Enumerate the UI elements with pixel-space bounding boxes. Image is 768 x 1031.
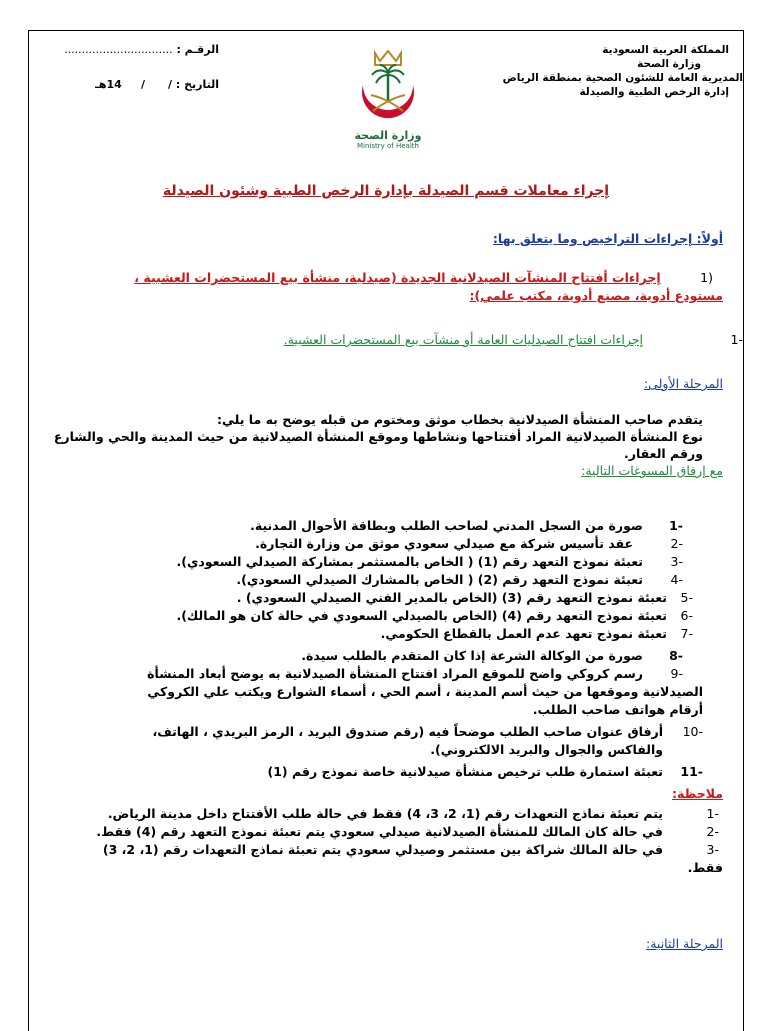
list-item-number: -2 bbox=[670, 536, 683, 551]
ref-label: الرقـم : bbox=[176, 43, 219, 56]
list-item-number: -1 bbox=[706, 806, 719, 821]
logo-english-text: Ministry of Health bbox=[357, 142, 419, 150]
list-item-text: صورة من السجل المدني لصاحب الطلب وبطاقة الأحوال المدنية. bbox=[250, 518, 643, 533]
list-item-continuation: فقط. bbox=[687, 860, 723, 875]
stage-1-heading: المرحلة الأولى: bbox=[643, 376, 723, 391]
intro-line: ورقم العقار. bbox=[624, 446, 703, 461]
list-item-number: -10 bbox=[682, 724, 703, 739]
list-item bbox=[45, 823, 719, 840]
title-text: إجراء معاملات قسم الصيدلة بإدارة الرخص الطبية وشئون الصيدلة bbox=[162, 183, 610, 199]
item-1-text-1: إجراءات أفتتاح المنشآت الصيدلانية الجديدة (صيدلية، منشأة بيع المستحضرات العشبية ، bbox=[134, 270, 661, 285]
header-line: المملكة العربية السعودية bbox=[602, 44, 729, 56]
list-item-text: في حالة المالك شراكة بين مستثمر وصيدلي سعودي يتم تعبئة نماذج التعهدات رقم (1، 2، 3) bbox=[102, 842, 663, 857]
list-item bbox=[45, 665, 683, 682]
ministry-header bbox=[502, 43, 743, 99]
list-item-number: -11 bbox=[680, 764, 703, 779]
list-item-text: في حالة كان المالك للمنشأة الصيدلانية صيدلي سعودي يتم تعبئة نموذج التعهد رقم (4) فقط. bbox=[96, 824, 663, 839]
document-page bbox=[28, 30, 744, 1031]
list-item-number: -9 bbox=[670, 666, 683, 681]
list-item-text: عقد تأسيس شركة مع صيدلي سعودي موثق من وزارة التجارة. bbox=[255, 536, 633, 551]
list-item bbox=[45, 625, 693, 642]
list-item-number: -2 bbox=[706, 824, 719, 839]
date-field bbox=[49, 78, 219, 91]
item-1-number: (1 bbox=[700, 270, 713, 285]
list-item-text: صورة من الوكالة الشرعة إذا كان المتقدم بالطلب سيدة. bbox=[301, 648, 643, 663]
list-item bbox=[45, 647, 683, 664]
list-item-number: -3 bbox=[670, 554, 683, 569]
list-item-text: تعبئة نموذج التعهد رقم (2) ( الخاص بالمشارك الصيدلي السعودي). bbox=[236, 572, 643, 587]
item-1-line-1 bbox=[45, 269, 713, 286]
date-value: / / 14هـ bbox=[95, 78, 173, 91]
list-item-text: رسم كروكي واضح للموقع المراد افتتاح المنشأة الصيدلانية به يوضح أبعاد المنشأة bbox=[147, 666, 643, 681]
reference-number bbox=[49, 43, 219, 56]
list-item-text: تعبئة استمارة طلب ترخيص منشأة صيدلانية خاصة نموذج رقم (1) bbox=[267, 764, 663, 779]
section-heading-licensing: أولاً: إجراءات التراخيص وما يتعلق بها: bbox=[492, 231, 723, 246]
sub-item-number: -1 bbox=[730, 332, 743, 347]
note-heading: ملاحظة: bbox=[672, 786, 723, 801]
list-item bbox=[45, 607, 693, 624]
list-item-number: -5 bbox=[680, 590, 693, 605]
intro-line: يتقدم صاحب المنشأة الصيدلانية بخطاب موثق ومختوم من قبله يوضح به ما يلي: bbox=[217, 412, 703, 427]
list-item-number: -1 bbox=[669, 518, 683, 533]
list-item bbox=[45, 553, 683, 570]
ref-dots: ............................... bbox=[64, 43, 173, 56]
list-item-number: -6 bbox=[680, 608, 693, 623]
list-item-continuation: الصيدلانية وموقعها من حيث أسم المدينة ، أسم الحي ، أسماء الشوارع ويكتب علي الكروكي bbox=[147, 684, 703, 699]
list-item-text: تعبئة نموذج التعهد رقم (1) ( الخاص بالمستثمر بمشاركة الصيدلي السعودي). bbox=[176, 554, 643, 569]
list-item bbox=[45, 535, 683, 552]
list-item-number: -7 bbox=[680, 626, 693, 641]
list-item-continuation: أرقام هواتف صاحب الطلب. bbox=[532, 702, 703, 717]
list-item bbox=[45, 841, 719, 858]
stage-2-heading: المرحلة الثانية: bbox=[646, 936, 723, 951]
header-line: وزارة الصحة bbox=[637, 58, 701, 70]
sub-item-1 bbox=[45, 331, 743, 348]
date-label: التاريخ : bbox=[175, 78, 219, 91]
item-1-line-2: مستودع أدوية، مصنع أدوية، مكتب علمي): bbox=[469, 288, 723, 303]
document-title bbox=[29, 183, 743, 199]
list-item-text: تعبئة نموذج التعهد رقم (3) (الخاص بالمدير الفني الصيدلي السعودي) . bbox=[236, 590, 667, 605]
attachments-heading: مع إرفاق المسوغات التالية: bbox=[581, 463, 723, 478]
list-item-text: أرفاق عنوان صاحب الطلب موضحاً فيه (رقم صندوق البريد ، الرمز البريدي ، الهاتف، bbox=[152, 724, 663, 739]
list-item bbox=[45, 589, 693, 606]
list-item-number: -8 bbox=[669, 648, 683, 663]
list-item bbox=[45, 763, 703, 780]
list-item-text: تعبئة نموذج تعهد عدم العمل بالقطاع الحكومي. bbox=[380, 626, 667, 641]
list-item-text: تعبئة نموذج التعهد رقم (4) (الخاص بالصيدلي السعودي في حالة كان هو المالك). bbox=[176, 608, 667, 623]
sub-item-text: إجراءات افتتاح الصيدليات العامة أو منشآت بيع المستحضرات العشبية. bbox=[283, 332, 643, 347]
list-item bbox=[45, 571, 683, 588]
logo-arabic-text: وزارة الصحة bbox=[354, 129, 422, 142]
list-item-number: -3 bbox=[706, 842, 719, 857]
list-item-text: يتم تعبئة نماذج التعهدات رقم (1، 2، 3، 4) فقط في حالة طلب الأفتتاح داخل مدينة الرياض. bbox=[107, 806, 663, 821]
list-item-number: -4 bbox=[670, 572, 683, 587]
reference-block bbox=[49, 43, 219, 113]
intro-line: نوع المنشأة الصيدلانية المراد أفتتاحها ونشاطها وموقع المنشأة الصيدلانية من حيث المدينة والحي والشارع bbox=[53, 429, 703, 444]
header-line: المديرية العامة للشئون الصحية بمنطقة الرياض bbox=[502, 72, 743, 84]
list-item bbox=[45, 517, 683, 534]
list-item bbox=[45, 805, 719, 822]
list-item-continuation: والفاكس والجوال والبريد الالكتروني). bbox=[430, 742, 663, 757]
header-line: إدارة الرخص الطبية والصيدلة bbox=[579, 86, 729, 98]
ministry-emblem-icon bbox=[345, 45, 431, 131]
list-item bbox=[45, 723, 703, 740]
